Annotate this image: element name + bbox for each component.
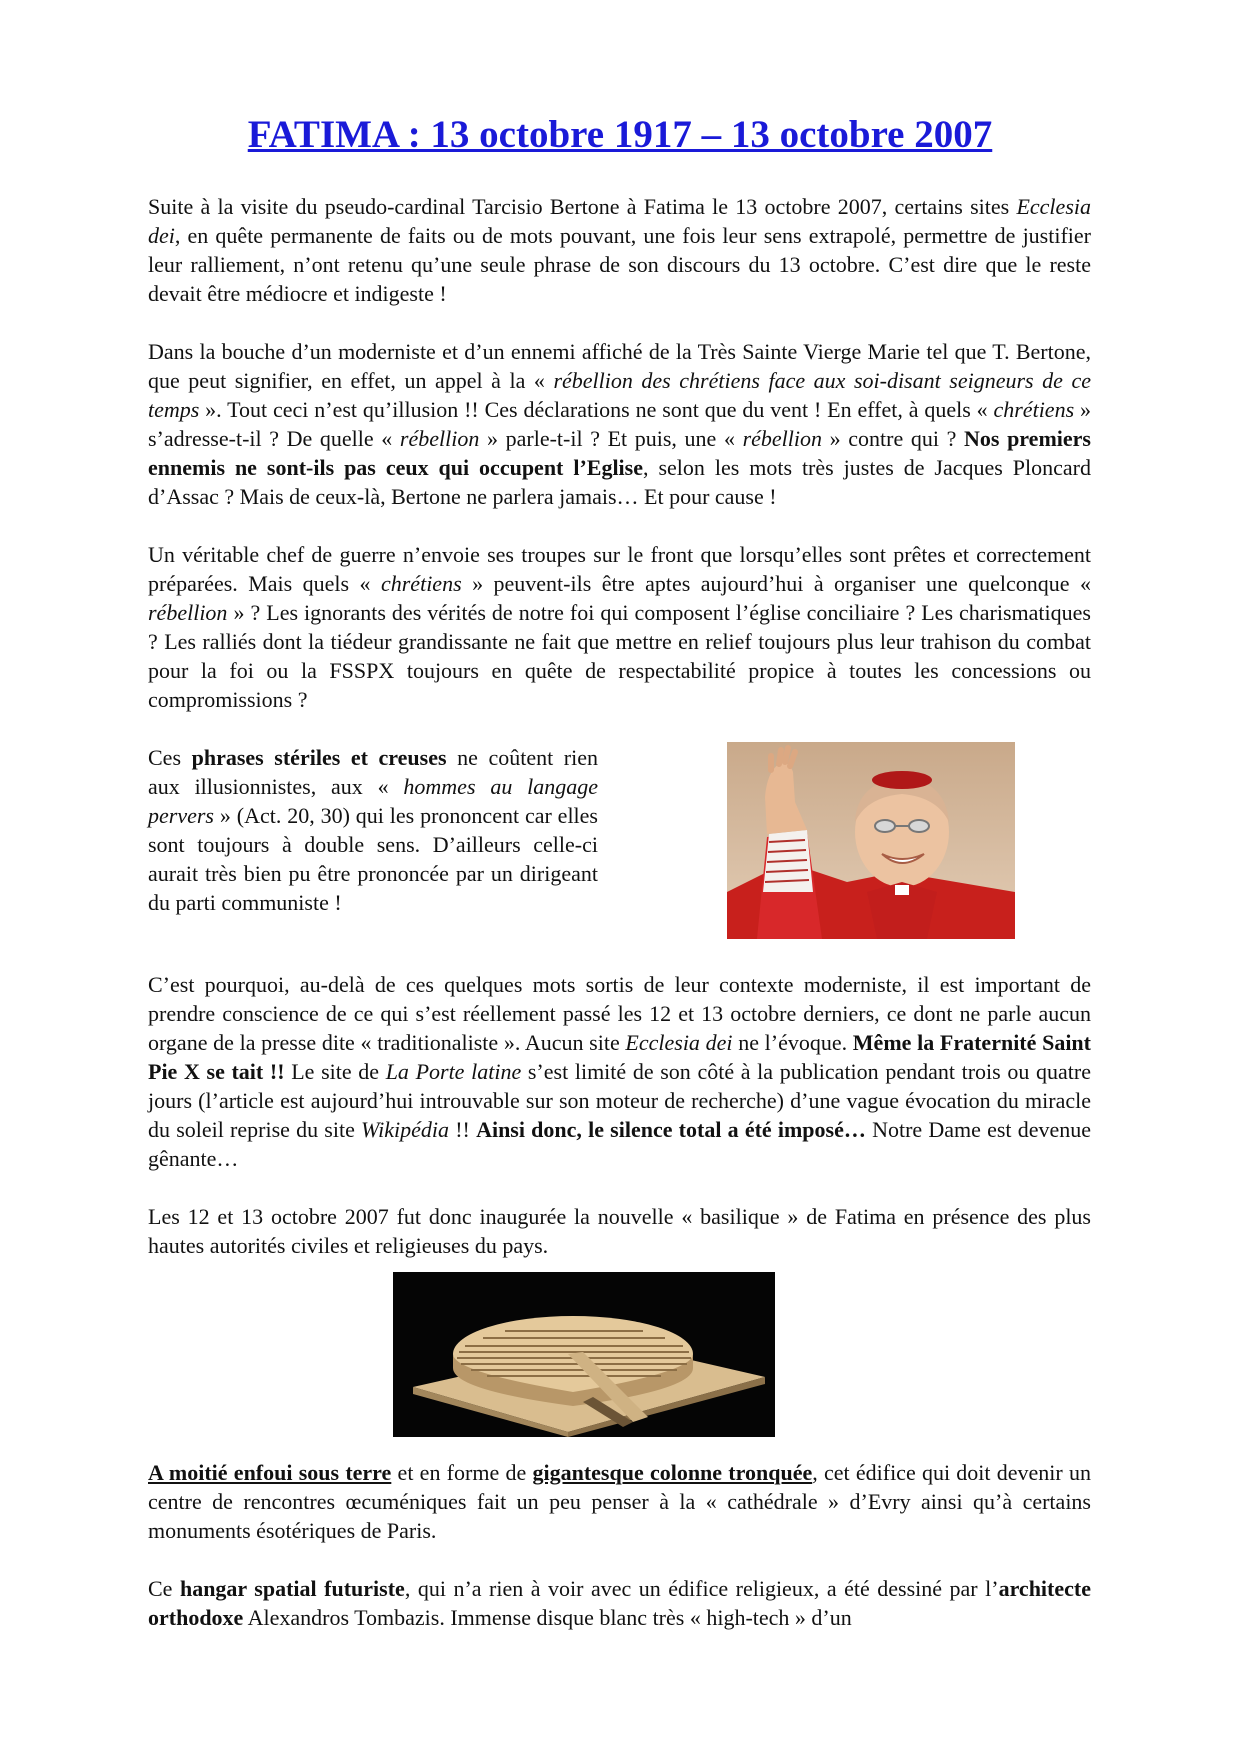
page-title: FATIMA : 13 octobre 1917 – 13 octobre 2007 <box>247 113 993 156</box>
paragraph-2 <box>148 337 1091 511</box>
paragraph-4 <box>148 743 598 917</box>
bold-text: phrases stériles et creuses <box>191 745 447 770</box>
italic-text: Ecclesia dei <box>148 194 1091 248</box>
paragraph-5 <box>148 970 1091 1173</box>
text-span: Alexandros Tombazis. Immense disque blanc très « high-tech » d’un <box>243 1605 852 1630</box>
italic-text: rébellion <box>148 600 228 625</box>
bold-text: Nos premiers ennemis ne sont-ils pas ceux qui occupent l’Eglise <box>148 426 1091 480</box>
text-span: Suite à la visite du pseudo-cardinal Tarcisio Bertone à Fatima le 13 octobre 2007, certains sites <box>148 194 1017 219</box>
text-span: Notre Dame est devenue gênante… <box>148 1117 1091 1171</box>
text-span: !! <box>449 1117 477 1142</box>
text-span: Dans la bouche d’un moderniste et d’un ennemi affiché de la Très Sainte Vierge Marie tel que T. Bertone, que peut signifier, en effet, un appel à la « <box>148 339 1091 393</box>
text-span: Les 12 et 13 octobre 2007 fut donc inaugurée la nouvelle « basilique » de Fatima en présence des plus hautes autorités civiles et religieuses du pays. <box>148 1204 1091 1258</box>
text-span: , qui n’a rien à voir avec un édifice religieux, a été dessiné par l’ <box>404 1576 999 1601</box>
text-span: , selon les mots très justes de Jacques Ploncard d’Assac ? Mais de ceux-là, Bertone ne parlera jamais… Et pour cause ! <box>148 455 1091 509</box>
text-span: » s’adresse-t-il ? De quelle « <box>148 397 1091 451</box>
text-span: » peuvent-ils être aptes aujourd’hui à organiser une quelconque « <box>461 571 1091 596</box>
basilica-model-illustration <box>393 1272 775 1437</box>
italic-text: La Porte latine <box>385 1059 522 1084</box>
text-span: » parle-t-il ? Et puis, une « <box>479 426 743 451</box>
underlined-text: gigantesque colonne tronquée <box>532 1460 813 1485</box>
text-span: C’est pourquoi, au-delà de ces quelques mots sortis de leur contexte moderniste, il est important de prendre conscience de ce qui s’est réellement passé les 12 et 13 octobre derniers, ce dont ne parle aucun organe de la presse dite « traditionaliste ». Aucun site <box>148 972 1091 1055</box>
italic-text: rébellion des chrétiens face aux soi-disant seigneurs de ce temps <box>148 368 1091 422</box>
italic-text: chrétiens <box>993 397 1075 422</box>
paragraph-8 <box>148 1574 1091 1632</box>
text-span: Ce <box>148 1576 180 1601</box>
text-span: » (Act. 20, 30) qui les prononcent car elles sont toujours à double sens. D’ailleurs celle-ci aurait très bien pu être prononcée par un dirigeant du parti communiste ! <box>148 803 598 915</box>
paragraph-7 <box>148 1458 1091 1545</box>
bold-underlined-text <box>148 1460 391 1485</box>
bold-text: Ainsi donc, le silence total a été imposé… <box>476 1117 866 1142</box>
cardinal-photo <box>727 742 1015 939</box>
text-span: Un véritable chef de guerre n’envoie ses troupes sur le front que lorsqu’elles sont prêtes et correctement préparées. Mais quels « <box>148 542 1091 596</box>
text-span: ne l’évoque. <box>732 1030 853 1055</box>
text-span: ». Tout ceci n’est qu’illusion !! Ces déclarations ne sont que du vent ! En effet, à quels « <box>199 397 994 422</box>
italic-text: rébellion <box>742 426 823 451</box>
italic-text: hommes au langage pervers <box>148 774 599 828</box>
italic-text: chrétiens <box>380 571 462 596</box>
text-span: » contre qui ? <box>822 426 964 451</box>
basilica-model-photo <box>393 1272 775 1437</box>
italic-text: Wikipédia <box>361 1117 450 1142</box>
text-span: Ces <box>148 745 192 770</box>
bold-text: hangar spatial futuriste <box>179 1576 405 1601</box>
bold-text: Même la Fraternité Saint Pie X se tait !! <box>148 1030 1091 1084</box>
italic-text: rébellion <box>399 426 480 451</box>
paragraph-3 <box>148 540 1091 714</box>
underlined-text: A moitié enfoui sous terre <box>148 1460 392 1485</box>
bold-underlined-text <box>532 1460 812 1485</box>
text-span: , en quête permanente de faits ou de mots pouvant, une fois leur sens extrapolé, permettre de justifier leur ralliement, n’ont retenu qu’une seule phrase de son discours du 13 octobre. C’est dire que le reste devait être médiocre et indigeste ! <box>148 223 1091 306</box>
text-span: Le site de <box>284 1059 386 1084</box>
bold-text: architecte orthodoxe <box>148 1576 1091 1630</box>
paragraph-6 <box>148 1202 1091 1260</box>
italic-text: Ecclesia dei <box>625 1030 733 1055</box>
text-span: » ? Les ignorants des vérités de notre foi qui composent l’église conciliaire ? Les charismatiques ? Les ralliés dont la tiédeur grandissante ne fait que mettre en relief toujours plus leur trahison du combat pour la foi ou la FSSPX toujours en quête de respectabilité propice à toutes les concessions ou compromissions ? <box>148 600 1091 712</box>
cardinal-photo-illustration <box>727 742 1015 939</box>
text-span: ne coûtent rien aux illusionnistes, aux « <box>148 745 599 799</box>
text-span: s’est limité de son côté à la publication pendant trois ou quatre jours (l’article est aujourd’hui introuvable sur son moteur de recherche) d’une vague évocation du miracle du soleil reprise du site <box>148 1059 1091 1142</box>
text-span: , cet édifice qui doit devenir un centre de rencontres œcuméniques fait un peu penser à la « cathédrale » d’Evry ainsi qu’à certains monuments ésotériques de Paris. <box>148 1460 1091 1543</box>
paragraph-1 <box>148 192 1091 308</box>
text-span: et en forme de <box>391 1460 533 1485</box>
